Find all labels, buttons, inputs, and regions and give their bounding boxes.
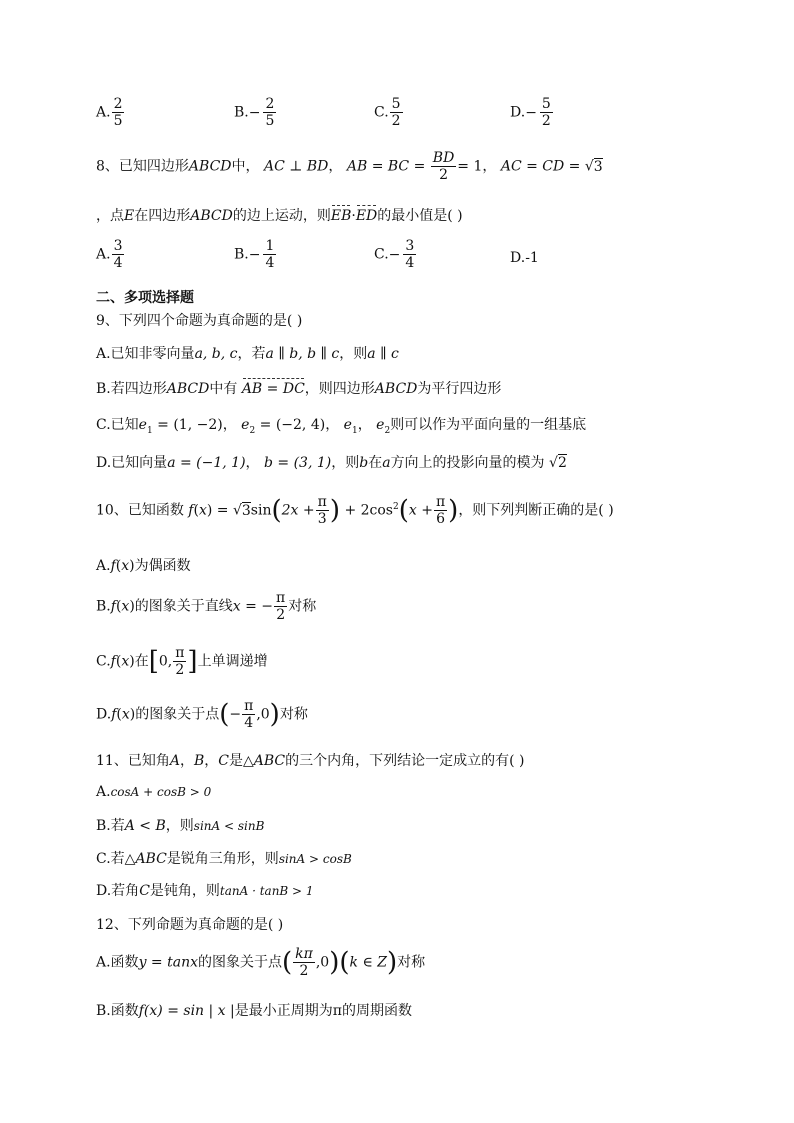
q8-stem-line2: ，点E在四边形ABCD的边上运动，则EB·ED的最小值是( ) <box>96 208 463 224</box>
q11-option-a: A.cosA + cosB > 0 <box>96 784 212 800</box>
q12-option-b: B.函数f(x) = sin | x |是最小正周期为π的周期函数 <box>96 1003 412 1019</box>
q9-stem: 9、下列四个命题为真命题的是( ) <box>96 313 303 329</box>
fraction: $\frac{k\pi}{2}$ <box>295 946 313 980</box>
fraction: $\frac{\pi}{4}$ <box>244 698 254 732</box>
vector-ed: ED <box>355 208 378 224</box>
fraction: $\frac{\pi}{2}$ <box>175 645 185 679</box>
q7-option-a <box>96 96 125 129</box>
q11-option-b: B.若A < B，则sinA < sinB <box>96 818 265 834</box>
option-label: B. <box>234 104 249 121</box>
q9-option-d: D.已知向量a = (−1, 1)， b = (3, 1)，则b在a方向上的投影向量的模为 √2 <box>96 455 567 471</box>
q10-option-b: B.f(x)的图象关于直线x = − $\frac{\pi}{2}$ 对称 <box>96 590 317 624</box>
fraction: $\frac{2}{5}$ <box>113 96 123 130</box>
q9-option-c: C.已知$e_1 = (1$, −2)， $e_2 = (-2$, 4)， $e_1$， $e_2$则可以作为平面向量的一组基底 <box>96 417 587 436</box>
q10-option-c: C.f(x)在[0, $\frac{\pi}{2}$ ]上单调递增 <box>96 645 268 679</box>
q11-option-d: D.若角C是钝角，则tanA · tanB > 1 <box>96 883 314 899</box>
fraction: $\frac{3}{4}$ <box>113 238 123 272</box>
minus-sign: − <box>525 104 537 121</box>
option-label: D. <box>510 104 526 121</box>
minus-sign: − <box>248 104 261 121</box>
section-heading: 二、多项选择题 <box>96 290 194 306</box>
q7-option-c <box>374 96 404 129</box>
q8-option-b: B.− $\frac{1}{4}$ <box>234 238 275 272</box>
q10-option-a: A.f(x)为偶函数 <box>96 558 191 574</box>
option-label: A. <box>96 104 111 121</box>
fraction-pi-3: $\frac{\pi}{3}$ <box>317 494 327 528</box>
q8-option-d: D.-1 <box>510 250 539 266</box>
fraction: $\frac{\pi}{2}$ <box>276 590 286 624</box>
vector-eb: EB <box>330 208 352 224</box>
fraction: $\frac{2}{5}$ <box>265 96 275 130</box>
q10-stem: 10、已知函数 f(x) = √3sin(2x + $\frac{\pi}{3}$ ) + $2\cos^2(x$ + $\frac{\pi}{6}$ )，则下列判断正确的是( ) <box>96 494 614 528</box>
fraction-pi-6: $\frac{\pi}{6}$ <box>435 494 446 528</box>
q11-option-c: C.若△ABC是锐角三角形，则sinA > cosB <box>96 851 352 867</box>
q10-option-d: D.f(x)的图象关于点(− $\frac{\pi}{4}$ ,0)对称 <box>96 698 308 732</box>
fraction-bd-over-2: $\frac{BD}{2}$ <box>432 150 455 184</box>
fraction: $\frac{1}{4}$ <box>265 238 275 272</box>
q11-stem: 11、已知角A，B，C是△ABC的三个内角，下列结论一定成立的有( ) <box>96 753 525 769</box>
fraction: $\frac{5}{2}$ <box>541 96 551 130</box>
q12-stem: 12、下列命题为真命题的是( ) <box>96 917 284 933</box>
q8-option-c: C.− $\frac{3}{4}$ <box>374 238 415 272</box>
q9-option-a: A.已知非零向量a, b, c，若a ∥ b, b ∥ c，则a ∥ c <box>96 346 399 362</box>
q8-option-a: A. $\frac{3}{4}$ <box>96 238 123 272</box>
q7-option-d <box>510 96 554 129</box>
fraction: $\frac{3}{4}$ <box>405 238 415 272</box>
q9-option-b: B.若四边形ABCD中有 AB = DC，则四边形ABCD为平行四边形 <box>96 381 502 397</box>
fraction: $\frac{5}{2}$ <box>391 96 401 130</box>
q12-option-a: A.函数y = tanx的图象关于点( $\frac{k\pi}{2}$ ,0)(k ∈ Z)对称 <box>96 946 426 980</box>
q8-stem: 8、已知四边形ABCD中， AC ⊥ BD， AB = BC = $\frac{BD}{2}$ = 1， AC = CD = √3 <box>96 150 603 184</box>
q7-option-b <box>234 96 277 129</box>
option-label: C. <box>374 104 389 121</box>
